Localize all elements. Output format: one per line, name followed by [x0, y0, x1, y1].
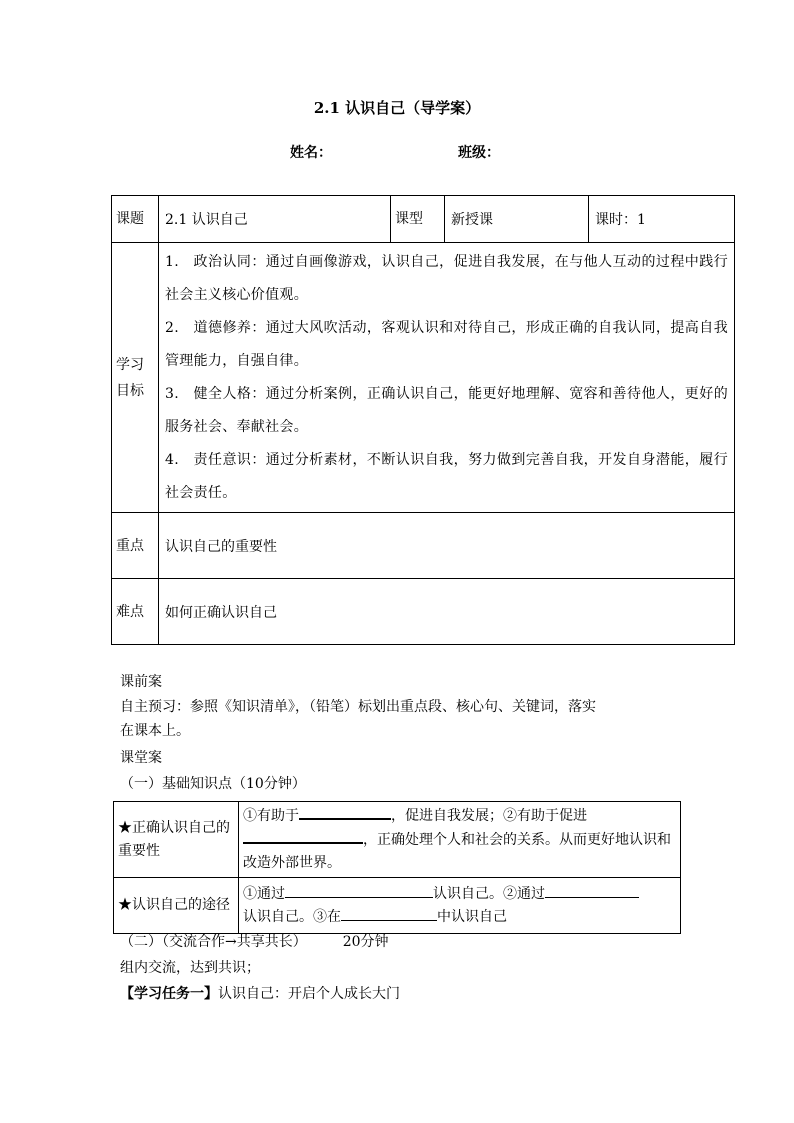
period-value: 课时：1 [589, 196, 735, 243]
goal-item-4: 4. 责任意识：通过分析素材，不断认识自我，努力做到完善自我，开发自身潜能，履行社会责任。 [165, 451, 728, 501]
difficult-point-value: 如何正确认识自己 [159, 579, 735, 645]
section-2-heading [120, 931, 389, 953]
ways-text-b: 认识自己。②通过 [433, 885, 545, 902]
fill-blank-5[interactable] [341, 906, 437, 921]
pre-class-heading: 课前案 [120, 674, 162, 690]
ways-text-c: 认识自己。③在 [243, 908, 341, 925]
topic-value: 2.1 认识自己 [159, 196, 391, 243]
key-point-label: 重点 [112, 513, 159, 579]
name-label: 姓名： [290, 145, 332, 161]
ways-text-d: 中认识自己 [437, 908, 507, 925]
section-1-heading: （一）基础知识点（10分钟） [120, 776, 306, 792]
lesson-info-table [111, 195, 735, 645]
ways-label: ★认识自己的途径 [114, 878, 239, 934]
goal-item-2: 2. 道德修养：通过大风吹活动，客观认识和对待自己，形成正确的自我认同，提高自我管理能力，自强自律。 [165, 319, 728, 369]
fill-blank-3[interactable] [285, 883, 433, 898]
fill-blank-4[interactable] [545, 883, 639, 898]
in-class-heading: 课堂案 [120, 750, 162, 766]
type-label: 课型 [391, 196, 445, 243]
task-1-text: 认识自己：开启个人成长大门 [218, 986, 400, 1002]
goal-item-3: 3. 健全人格：通过分析案例，正确认识自己，能更好地理解、宽容和善待他人，更好的服务社会、奉献社会。 [165, 385, 728, 435]
page-title: 2.1 认识自己（导学案） [313, 99, 481, 117]
importance-content [239, 802, 681, 878]
goal-item-1: 1. 政治认同：通过自画像游戏，认识自己，促进自我发展，在与他人互动的过程中践行社会主义核心价值观。 [165, 253, 728, 303]
knowledge-table [113, 801, 681, 934]
goals-cell [159, 243, 735, 513]
fill-blank-2[interactable] [243, 828, 363, 844]
key-point-value: 认识自己的重要性 [159, 513, 735, 579]
section-2-text: （二）（交流合作→共享共长） [120, 934, 307, 950]
importance-text-a: ①有助于 [243, 808, 299, 824]
importance-label: ★正确认识自己的重要性 [114, 802, 239, 878]
type-value: 新授课 [445, 196, 589, 243]
difficult-point-label: 难点 [112, 579, 159, 645]
section-2-time: 20分钟 [342, 934, 389, 950]
importance-text-c: ，正确处理个人和社会的关系。从而更好地认识和改造外部世界。 [243, 832, 671, 871]
discussion-line: 组内交流，达到共识； [120, 960, 260, 976]
task-1-line [120, 983, 400, 1005]
goals-label-line-2: 目标 [116, 382, 144, 399]
goals-label-line-1: 学习 [116, 356, 144, 373]
pre-class-line-1: 自主预习：参照《知识清单》，（铅笔）标划出重点段、核心句、关键词，落实 [120, 699, 596, 715]
task-1-label: 【学习任务一】 [120, 986, 218, 1002]
pre-class-line-2: 在课本上。 [120, 723, 190, 739]
topic-label: 课题 [112, 196, 159, 243]
ways-content [239, 878, 681, 934]
goals-label [112, 243, 159, 513]
fill-blank-1[interactable] [299, 804, 391, 820]
importance-text-b: ，促进自我发展；②有助于促进 [391, 808, 587, 824]
ways-text-a: ①通过 [243, 885, 285, 902]
class-label: 班级： [458, 145, 500, 161]
